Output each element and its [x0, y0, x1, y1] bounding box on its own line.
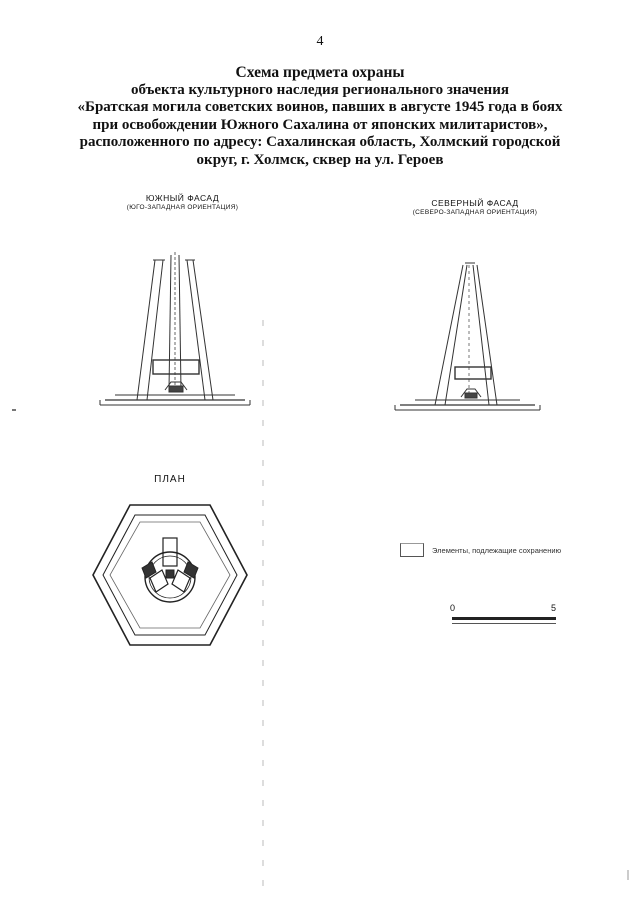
scale-line	[452, 617, 556, 620]
page-number: 4	[316, 34, 324, 49]
title-line-6: округ, г. Холмск, сквер на ул. Героев	[196, 151, 444, 168]
title-line-3: «Братская могила советских воинов, павших в августе 1945 года в боях	[77, 99, 563, 115]
scale-end-label: 5	[551, 603, 557, 613]
south-facade-orientation: (ЮГО-ЗАПАДНАЯ ОРИЕНТАЦИЯ)	[126, 204, 239, 211]
scale-line-secondary	[452, 623, 556, 624]
scale-start-label: 0	[450, 603, 456, 613]
plan-label: ПЛАН	[154, 474, 186, 485]
legend-text: Элементы, подлежащие сохранению	[432, 545, 562, 555]
legend	[400, 543, 561, 557]
legend-swatch	[400, 543, 424, 557]
title-line-2: объекта культурного наследия регионального значения	[131, 81, 509, 98]
scale-bar	[448, 603, 568, 633]
title-line-5: расположенного по адресу: Сахалинская область, Холмский городской	[79, 134, 561, 150]
title-line-1: Схема предмета охраны	[235, 64, 405, 81]
north-facade-name: СЕВЕРНЫЙ ФАСАД	[431, 198, 519, 208]
south-facade-name: ЮЖНЫЙ ФАСАД	[145, 193, 220, 203]
north-facade-orientation: (СЕВЕРО-ЗАПАДНАЯ ОРИЕНТАЦИЯ)	[412, 209, 538, 216]
title-line-4: при освобождении Южного Сахалина от японских милитаристов»,	[92, 116, 548, 133]
